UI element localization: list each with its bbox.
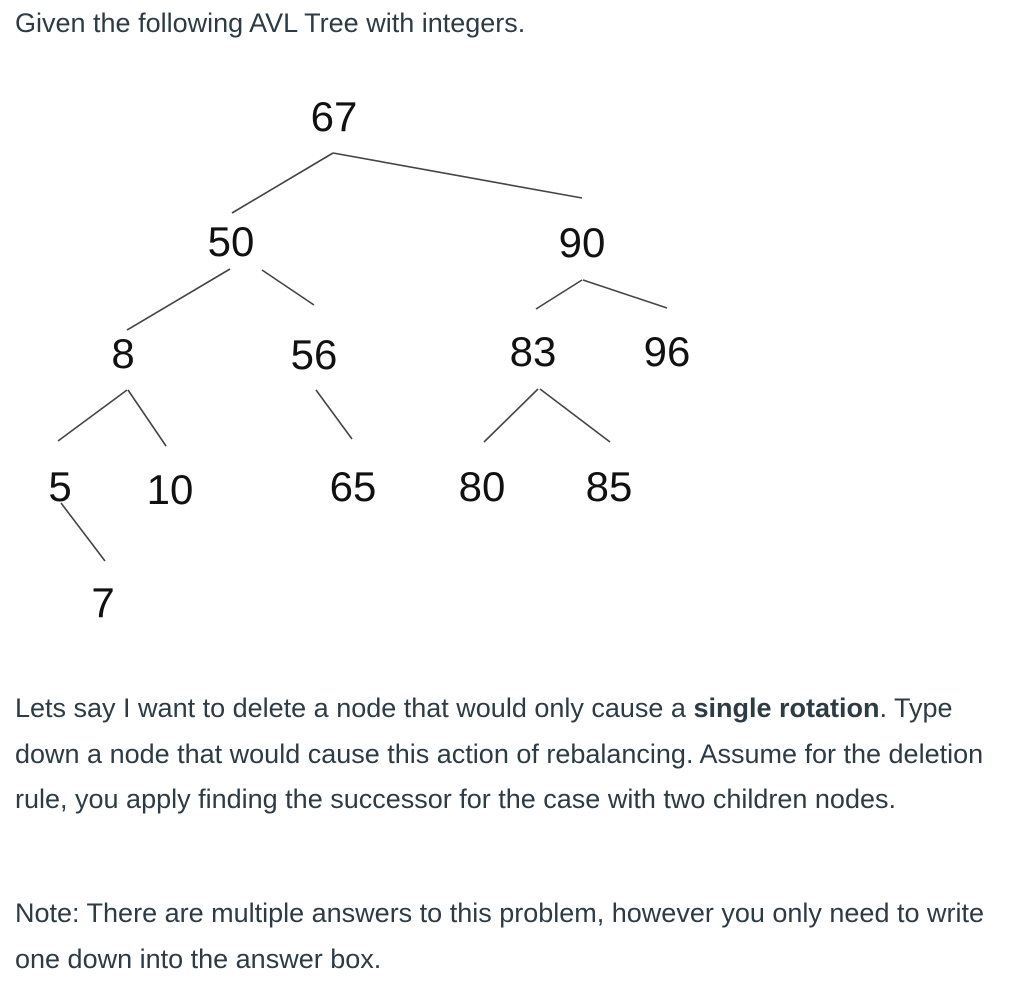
node-8: 8 (111, 330, 135, 377)
node-65: 65 (329, 463, 377, 510)
node-5: 5 (48, 463, 72, 510)
question-text-end: . Type down a node that would cause this action of rebalancing. Assume for the deletion rule, you apply finding the successor for the case with two children nodes. (15, 693, 984, 814)
question-paragraph (15, 686, 1005, 823)
node-83: 83 (509, 328, 557, 375)
node-80: 80 (458, 463, 506, 510)
edge-50-56 (262, 270, 314, 305)
edge-8-5 (58, 390, 127, 441)
node-90: 90 (558, 219, 606, 266)
edge-67-50 (232, 153, 333, 213)
node-85: 85 (585, 463, 633, 510)
edge-83-80 (484, 389, 538, 442)
edge-83-85 (540, 389, 610, 442)
node-50: 50 (207, 218, 255, 265)
edge-5-7 (61, 503, 105, 561)
edge-67-90 (333, 153, 582, 198)
edge-50-8 (127, 269, 230, 330)
question-text-start: Lets say I want to delete a node that would only cause a (15, 693, 694, 723)
edge-8-10 (128, 390, 166, 446)
note-paragraph: Note: There are multiple answers to this problem, however you only need to write one down into the answer box. (15, 898, 984, 974)
edge-56-65 (316, 390, 352, 439)
edge-90-96 (583, 280, 667, 308)
node-96: 96 (643, 328, 691, 375)
edge-90-83 (536, 280, 582, 309)
intro-text: Given the following AVL Tree with integers. (15, 8, 526, 38)
node-56: 56 (290, 331, 338, 378)
node-10: 10 (146, 466, 194, 513)
question-emphasis: single rotation (693, 693, 880, 723)
node-67: 67 (310, 93, 358, 140)
node-7: 7 (91, 579, 115, 626)
